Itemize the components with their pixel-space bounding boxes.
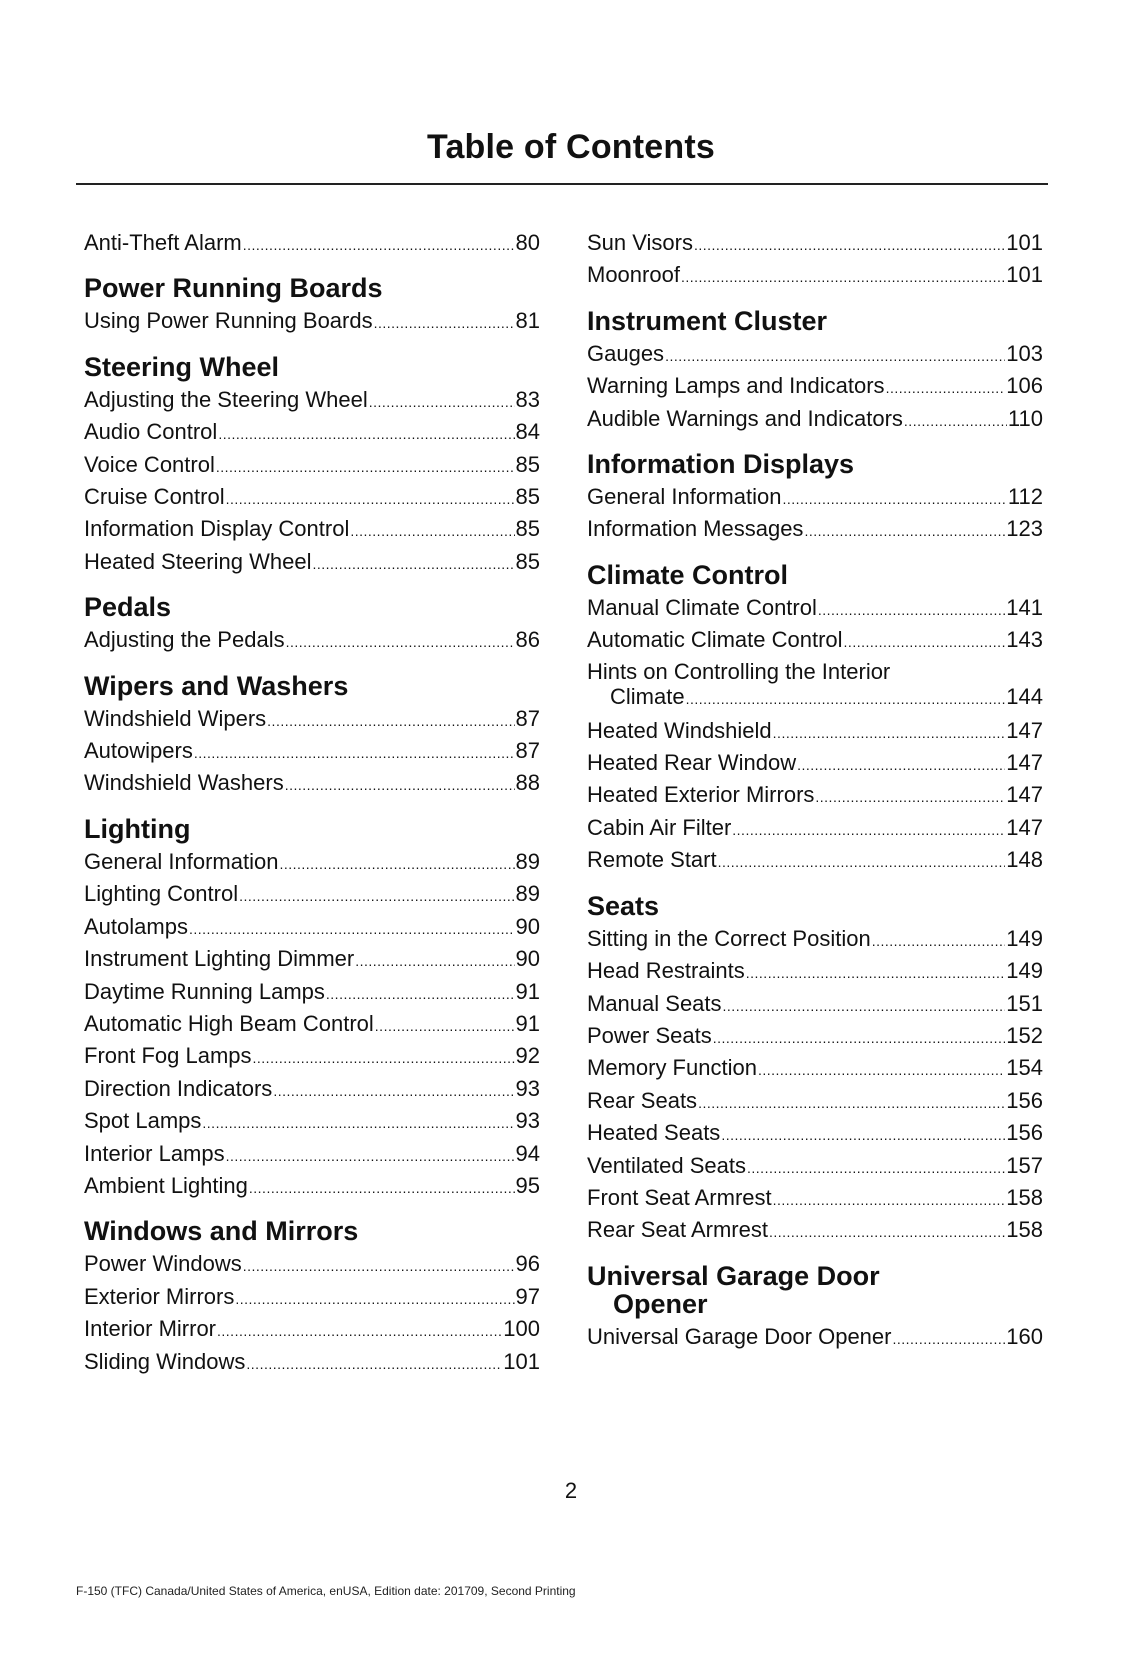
toc-entry-page: 100 xyxy=(503,1316,540,1342)
dot-leader xyxy=(713,1021,1006,1053)
dot-leader xyxy=(665,339,1005,371)
toc-entry-page: 143 xyxy=(1006,627,1043,653)
toc-entry-label: Information Messages xyxy=(587,516,804,542)
title-divider xyxy=(76,183,1048,185)
toc-entry-label: Lighting Control xyxy=(84,881,239,907)
dot-leader xyxy=(369,385,515,417)
toc-entry-page: 97 xyxy=(515,1283,540,1309)
toc-entry-label: Anti-Theft Alarm xyxy=(84,230,242,255)
toc-entry-label: Power Windows xyxy=(84,1251,242,1277)
toc-entry[interactable] xyxy=(587,1021,1043,1053)
toc-entry-page: 96 xyxy=(515,1251,540,1277)
footer-text: F-150 (TFC) Canada/United States of America, enUSA, Edition date: 201709, Second Printing xyxy=(76,1584,576,1598)
toc-entry-page: 90 xyxy=(515,913,540,939)
toc-entry[interactable] xyxy=(587,1086,1043,1118)
toc-entry-label: Head Restraints xyxy=(587,958,745,984)
toc-entry-page: 94 xyxy=(515,1140,540,1166)
section-heading xyxy=(587,892,1043,920)
toc-entry[interactable] xyxy=(587,716,1043,748)
dot-leader xyxy=(758,1053,1005,1085)
toc-entry-page: 149 xyxy=(1006,958,1043,984)
toc-entry-label: Manual Climate Control xyxy=(587,594,817,620)
toc-section xyxy=(84,593,540,657)
toc-entry-page: 101 xyxy=(1006,262,1043,288)
toc-entry-page: 85 xyxy=(515,516,540,542)
section-heading-text: Lighting xyxy=(84,813,191,844)
toc-entry[interactable] xyxy=(587,260,1043,292)
section-heading xyxy=(587,561,1043,589)
toc-entry-label: Rear Seats xyxy=(587,1087,698,1113)
toc-entry[interactable] xyxy=(84,736,540,768)
dot-leader xyxy=(694,228,1005,260)
section-heading xyxy=(84,815,540,843)
toc-entry-label: Remote Start xyxy=(587,847,717,873)
dot-leader xyxy=(872,924,1006,956)
toc-entry-page: 91 xyxy=(515,1010,540,1036)
toc-entry[interactable] xyxy=(587,956,1043,988)
toc-entry-label: Windshield Wipers xyxy=(84,705,267,731)
toc-entry-page: 89 xyxy=(515,848,540,874)
toc-entry-label: Heated Steering Wheel xyxy=(84,548,312,574)
toc-entry-page: 110 xyxy=(1007,405,1043,431)
page-number: 2 xyxy=(564,1478,578,1503)
toc-entry[interactable] xyxy=(587,1151,1043,1183)
dot-leader xyxy=(773,716,1006,748)
dot-leader xyxy=(904,404,1007,436)
section-heading-text: Information Displays xyxy=(587,449,855,480)
section-heading-continued: Opener xyxy=(613,1288,708,1319)
toc-entry-label: Sitting in the Correct Position xyxy=(587,925,871,951)
toc-entry[interactable] xyxy=(587,1118,1043,1150)
toc-entry-page: 81 xyxy=(515,308,540,334)
dot-leader xyxy=(226,1139,515,1171)
toc-entry-page: 147 xyxy=(1006,814,1043,840)
dot-leader xyxy=(844,625,1006,657)
toc-section xyxy=(84,274,540,338)
dot-leader xyxy=(246,1347,502,1379)
dot-leader xyxy=(782,482,1006,514)
toc-entry-page: 151 xyxy=(1006,990,1043,1016)
section-heading xyxy=(84,353,540,381)
toc-entry-label: Hints on Controlling the Interior xyxy=(587,658,891,684)
dot-leader xyxy=(818,593,1005,625)
section-heading-text: Windows and Mirrors xyxy=(84,1216,359,1247)
dot-leader xyxy=(355,944,514,976)
toc-entry-label: Interior Mirror xyxy=(84,1316,217,1342)
dot-leader xyxy=(721,1118,1005,1150)
dot-leader xyxy=(239,879,514,911)
toc-section xyxy=(587,228,1043,293)
toc-entry-label: Sliding Windows xyxy=(84,1348,246,1374)
toc-entry[interactable] xyxy=(84,417,540,449)
dot-leader xyxy=(267,704,514,736)
toc-entry[interactable] xyxy=(84,385,540,417)
toc-entry-page: 87 xyxy=(515,738,540,764)
dot-leader xyxy=(804,514,1005,546)
dot-leader xyxy=(773,1183,1006,1215)
toc-entry[interactable] xyxy=(587,924,1043,956)
toc-entry[interactable] xyxy=(587,514,1043,546)
toc-entry[interactable] xyxy=(84,514,540,546)
toc-entry[interactable] xyxy=(84,944,540,976)
toc-entry-label: Cruise Control xyxy=(84,484,225,510)
toc-entry-page: 87 xyxy=(515,705,540,731)
toc-entry[interactable] xyxy=(84,228,540,260)
toc-entry-label-continued: Climate xyxy=(610,683,685,709)
toc-entry[interactable] xyxy=(587,989,1043,1021)
toc-entry-page: 144 xyxy=(1006,683,1043,709)
toc-entry[interactable] xyxy=(587,625,1043,657)
toc-entry[interactable] xyxy=(84,1009,540,1041)
toc-entry-page: 148 xyxy=(1006,847,1043,873)
toc-entry[interactable] xyxy=(587,1215,1043,1247)
toc-entry-page: 147 xyxy=(1006,717,1043,743)
toc-entry[interactable] xyxy=(587,339,1043,371)
dot-leader xyxy=(243,228,515,260)
toc-entry-label: Automatic Climate Control xyxy=(587,627,843,653)
dot-leader xyxy=(698,1086,1005,1118)
toc-entry-label: Heated Seats xyxy=(587,1120,721,1146)
toc-entry[interactable] xyxy=(587,1322,1043,1354)
toc-entry-page: 84 xyxy=(515,419,540,445)
dot-leader xyxy=(235,1282,514,1314)
section-heading-text: Universal Garage Door xyxy=(587,1260,880,1291)
toc-entry-page: 95 xyxy=(515,1172,540,1198)
toc-entry[interactable] xyxy=(84,879,540,911)
toc-entry-page: 91 xyxy=(515,978,540,1004)
dot-leader xyxy=(273,1074,514,1106)
dot-leader xyxy=(189,912,515,944)
toc-entry-label: Automatic High Beam Control xyxy=(84,1010,374,1036)
dot-leader xyxy=(312,547,514,579)
toc-section xyxy=(587,450,1043,547)
toc-entry-label: Audible Warnings and Indicators xyxy=(587,405,903,431)
dot-leader xyxy=(226,482,515,514)
toc-entry-page: 147 xyxy=(1006,782,1043,808)
toc-entry-label: Warning Lamps and Indicators xyxy=(587,373,885,399)
toc-section xyxy=(587,561,1043,878)
toc-entry-page: 141 xyxy=(1006,594,1043,620)
toc-section xyxy=(587,307,1043,436)
dot-leader xyxy=(350,514,514,546)
toc-section xyxy=(84,1217,540,1379)
toc-entry-label: Audio Control xyxy=(84,419,218,445)
toc-section xyxy=(587,892,1043,1248)
toc-entry[interactable] xyxy=(84,1139,540,1171)
toc-entry[interactable] xyxy=(84,1314,540,1346)
dot-leader xyxy=(202,1106,514,1138)
toc-entry-label: Heated Windshield xyxy=(587,717,772,743)
toc-entry-label: Universal Garage Door Opener xyxy=(587,1323,892,1349)
toc-entry-label: Autowipers xyxy=(84,738,193,764)
toc-entry[interactable] xyxy=(84,768,540,800)
toc-entry-label: Heated Rear Window xyxy=(587,750,797,776)
toc-entry-page: 156 xyxy=(1006,1087,1043,1113)
toc-entry-page: 156 xyxy=(1006,1120,1043,1146)
toc-entry-page: 147 xyxy=(1006,750,1043,776)
toc-entry[interactable] xyxy=(84,1171,540,1203)
section-heading-text: Climate Control xyxy=(587,559,789,590)
toc-entry[interactable] xyxy=(84,450,540,482)
toc-entry-page: 83 xyxy=(515,386,540,412)
dot-leader xyxy=(326,977,515,1009)
toc-entry-label: Instrument Lighting Dimmer xyxy=(84,946,355,972)
toc-entry-page: 93 xyxy=(515,1108,540,1134)
dot-leader xyxy=(216,450,515,482)
toc-entry-label: Spot Lamps xyxy=(84,1108,202,1134)
dot-leader xyxy=(286,625,515,657)
dot-leader xyxy=(718,845,1006,877)
dot-leader xyxy=(747,1151,1005,1183)
section-heading-text: Instrument Cluster xyxy=(587,305,828,336)
dot-leader xyxy=(815,780,1005,812)
toc-entry[interactable] xyxy=(84,704,540,736)
toc-entry[interactable] xyxy=(587,813,1043,845)
toc-entry-label: Gauges xyxy=(587,340,665,366)
toc-entry[interactable] xyxy=(84,977,540,1009)
toc-entry-label: Ventilated Seats xyxy=(587,1152,747,1178)
toc-entry[interactable] xyxy=(587,658,1043,716)
dot-leader xyxy=(374,306,515,338)
toc-entry-page: 93 xyxy=(515,1075,540,1101)
section-heading xyxy=(84,672,540,700)
toc-entry[interactable] xyxy=(587,748,1043,780)
toc-entry[interactable] xyxy=(84,1074,540,1106)
section-heading xyxy=(84,274,540,302)
toc-entry[interactable] xyxy=(84,625,540,657)
toc-entry-page: 85 xyxy=(515,484,540,510)
toc-entry-page: 112 xyxy=(1007,484,1043,510)
toc-entry-label: Manual Seats xyxy=(587,990,722,1016)
dot-leader xyxy=(243,1249,515,1281)
toc-section xyxy=(84,672,540,801)
toc-entry[interactable] xyxy=(84,1106,540,1138)
toc-entry[interactable] xyxy=(84,1347,540,1379)
toc-entry-page: 85 xyxy=(515,548,540,574)
toc-entry-page: 103 xyxy=(1006,340,1043,366)
toc-entry-label: Autolamps xyxy=(84,913,188,939)
dot-leader xyxy=(723,989,1006,1021)
dot-leader xyxy=(249,1171,515,1203)
toc-entry-label: General Information xyxy=(587,484,782,510)
toc-entry[interactable] xyxy=(587,482,1043,514)
dot-leader xyxy=(886,371,1006,403)
dot-leader xyxy=(253,1041,515,1073)
toc-entry-label: Power Seats xyxy=(587,1022,712,1048)
dot-leader xyxy=(681,260,1005,292)
dot-leader xyxy=(285,768,515,800)
toc-entry-label: Ambient Lighting xyxy=(84,1172,248,1198)
dot-leader xyxy=(797,748,1005,780)
toc-entry-page: 157 xyxy=(1006,1152,1043,1178)
toc-entry-label: Heated Exterior Mirrors xyxy=(587,782,815,808)
section-heading xyxy=(587,450,1043,478)
toc-entry-page: 80 xyxy=(515,230,540,255)
page-title: Table of Contents xyxy=(427,128,715,166)
section-heading-text: Seats xyxy=(587,890,660,921)
section-heading-text: Steering Wheel xyxy=(84,351,280,382)
toc-section xyxy=(587,1262,1043,1354)
toc-entry-page: 86 xyxy=(515,627,540,653)
toc-entry-label: Windshield Washers xyxy=(84,770,284,796)
toc-entry-page: 89 xyxy=(515,881,540,907)
toc-entry[interactable] xyxy=(587,1053,1043,1085)
toc-entry[interactable] xyxy=(84,1041,540,1073)
toc-entry-label: Information Display Control xyxy=(84,516,350,542)
dot-leader xyxy=(279,847,514,879)
toc-entry-page: 160 xyxy=(1006,1323,1043,1349)
toc-entry-label: Moonroof xyxy=(587,262,680,288)
toc-entry-label: Sun Visors xyxy=(587,230,693,255)
toc-entry[interactable] xyxy=(587,371,1043,403)
dot-leader xyxy=(746,956,1006,988)
toc-entry[interactable] xyxy=(84,306,540,338)
toc-entry-label: General Information xyxy=(84,848,279,874)
section-heading-text: Wipers and Washers xyxy=(84,670,349,701)
toc-entry[interactable] xyxy=(587,593,1043,625)
toc-entry-label: Interior Lamps xyxy=(84,1140,225,1166)
dot-leader xyxy=(732,813,1005,845)
toc-entry-page: 158 xyxy=(1006,1217,1043,1243)
toc-entry-label: Front Fog Lamps xyxy=(84,1043,252,1069)
dot-leader xyxy=(218,417,514,449)
toc-left-column xyxy=(84,228,540,1393)
dot-leader xyxy=(769,1215,1005,1247)
dot-leader xyxy=(375,1009,515,1041)
toc-entry-page: 101 xyxy=(503,1348,540,1374)
toc-entry[interactable] xyxy=(587,404,1043,436)
toc-section xyxy=(84,228,540,260)
toc-entry-page: 90 xyxy=(515,946,540,972)
toc-entry[interactable] xyxy=(587,228,1043,260)
dot-leader xyxy=(892,1322,1005,1354)
toc-entry-label: Front Seat Armrest xyxy=(587,1184,772,1210)
toc-entry-label: Daytime Running Lamps xyxy=(84,978,325,1004)
section-heading xyxy=(84,593,540,621)
toc-section xyxy=(84,353,540,579)
dot-leader xyxy=(194,736,515,768)
section-heading xyxy=(84,1217,540,1245)
toc-entry[interactable] xyxy=(587,780,1043,812)
toc-entry[interactable] xyxy=(587,1183,1043,1215)
toc-entry-label: Exterior Mirrors xyxy=(84,1283,235,1309)
section-heading xyxy=(587,1262,1043,1318)
section-heading-text: Power Running Boards xyxy=(84,273,383,304)
toc-entry-page: 106 xyxy=(1006,373,1043,399)
toc-entry-label: Rear Seat Armrest xyxy=(587,1217,768,1243)
toc-entry-label: Adjusting the Pedals xyxy=(84,627,285,653)
toc-entry[interactable] xyxy=(84,547,540,579)
toc-entry[interactable] xyxy=(84,1282,540,1314)
toc-entry-page: 123 xyxy=(1006,516,1043,542)
toc-entry-label: Direction Indicators xyxy=(84,1075,273,1101)
section-heading-text: Pedals xyxy=(84,592,172,623)
toc-entry[interactable] xyxy=(587,845,1043,877)
toc-entry[interactable] xyxy=(84,1249,540,1281)
dot-leader xyxy=(686,686,1006,710)
toc-right-column xyxy=(587,228,1043,1368)
toc-entry-page: 149 xyxy=(1006,925,1043,951)
toc-entry-label: Memory Function xyxy=(587,1055,757,1081)
toc-entry-label: Using Power Running Boards xyxy=(84,308,373,334)
toc-entry-label: Cabin Air Filter xyxy=(587,814,732,840)
toc-entry-label: Voice Control xyxy=(84,451,215,477)
toc-entry-page: 85 xyxy=(515,451,540,477)
toc-entry[interactable] xyxy=(84,847,540,879)
toc-entry-page: 154 xyxy=(1006,1055,1043,1081)
toc-entry-page: 88 xyxy=(515,770,540,796)
toc-entry-label: Adjusting the Steering Wheel xyxy=(84,386,368,412)
toc-entry-page: 152 xyxy=(1006,1022,1043,1048)
toc-section xyxy=(84,815,540,1203)
toc-entry-page: 92 xyxy=(515,1043,540,1069)
toc-entry[interactable] xyxy=(84,912,540,944)
toc-entry-page: 101 xyxy=(1006,230,1043,255)
section-heading xyxy=(587,307,1043,335)
toc-entry[interactable] xyxy=(84,482,540,514)
toc-entry-page: 158 xyxy=(1006,1184,1043,1210)
dot-leader xyxy=(217,1314,502,1346)
